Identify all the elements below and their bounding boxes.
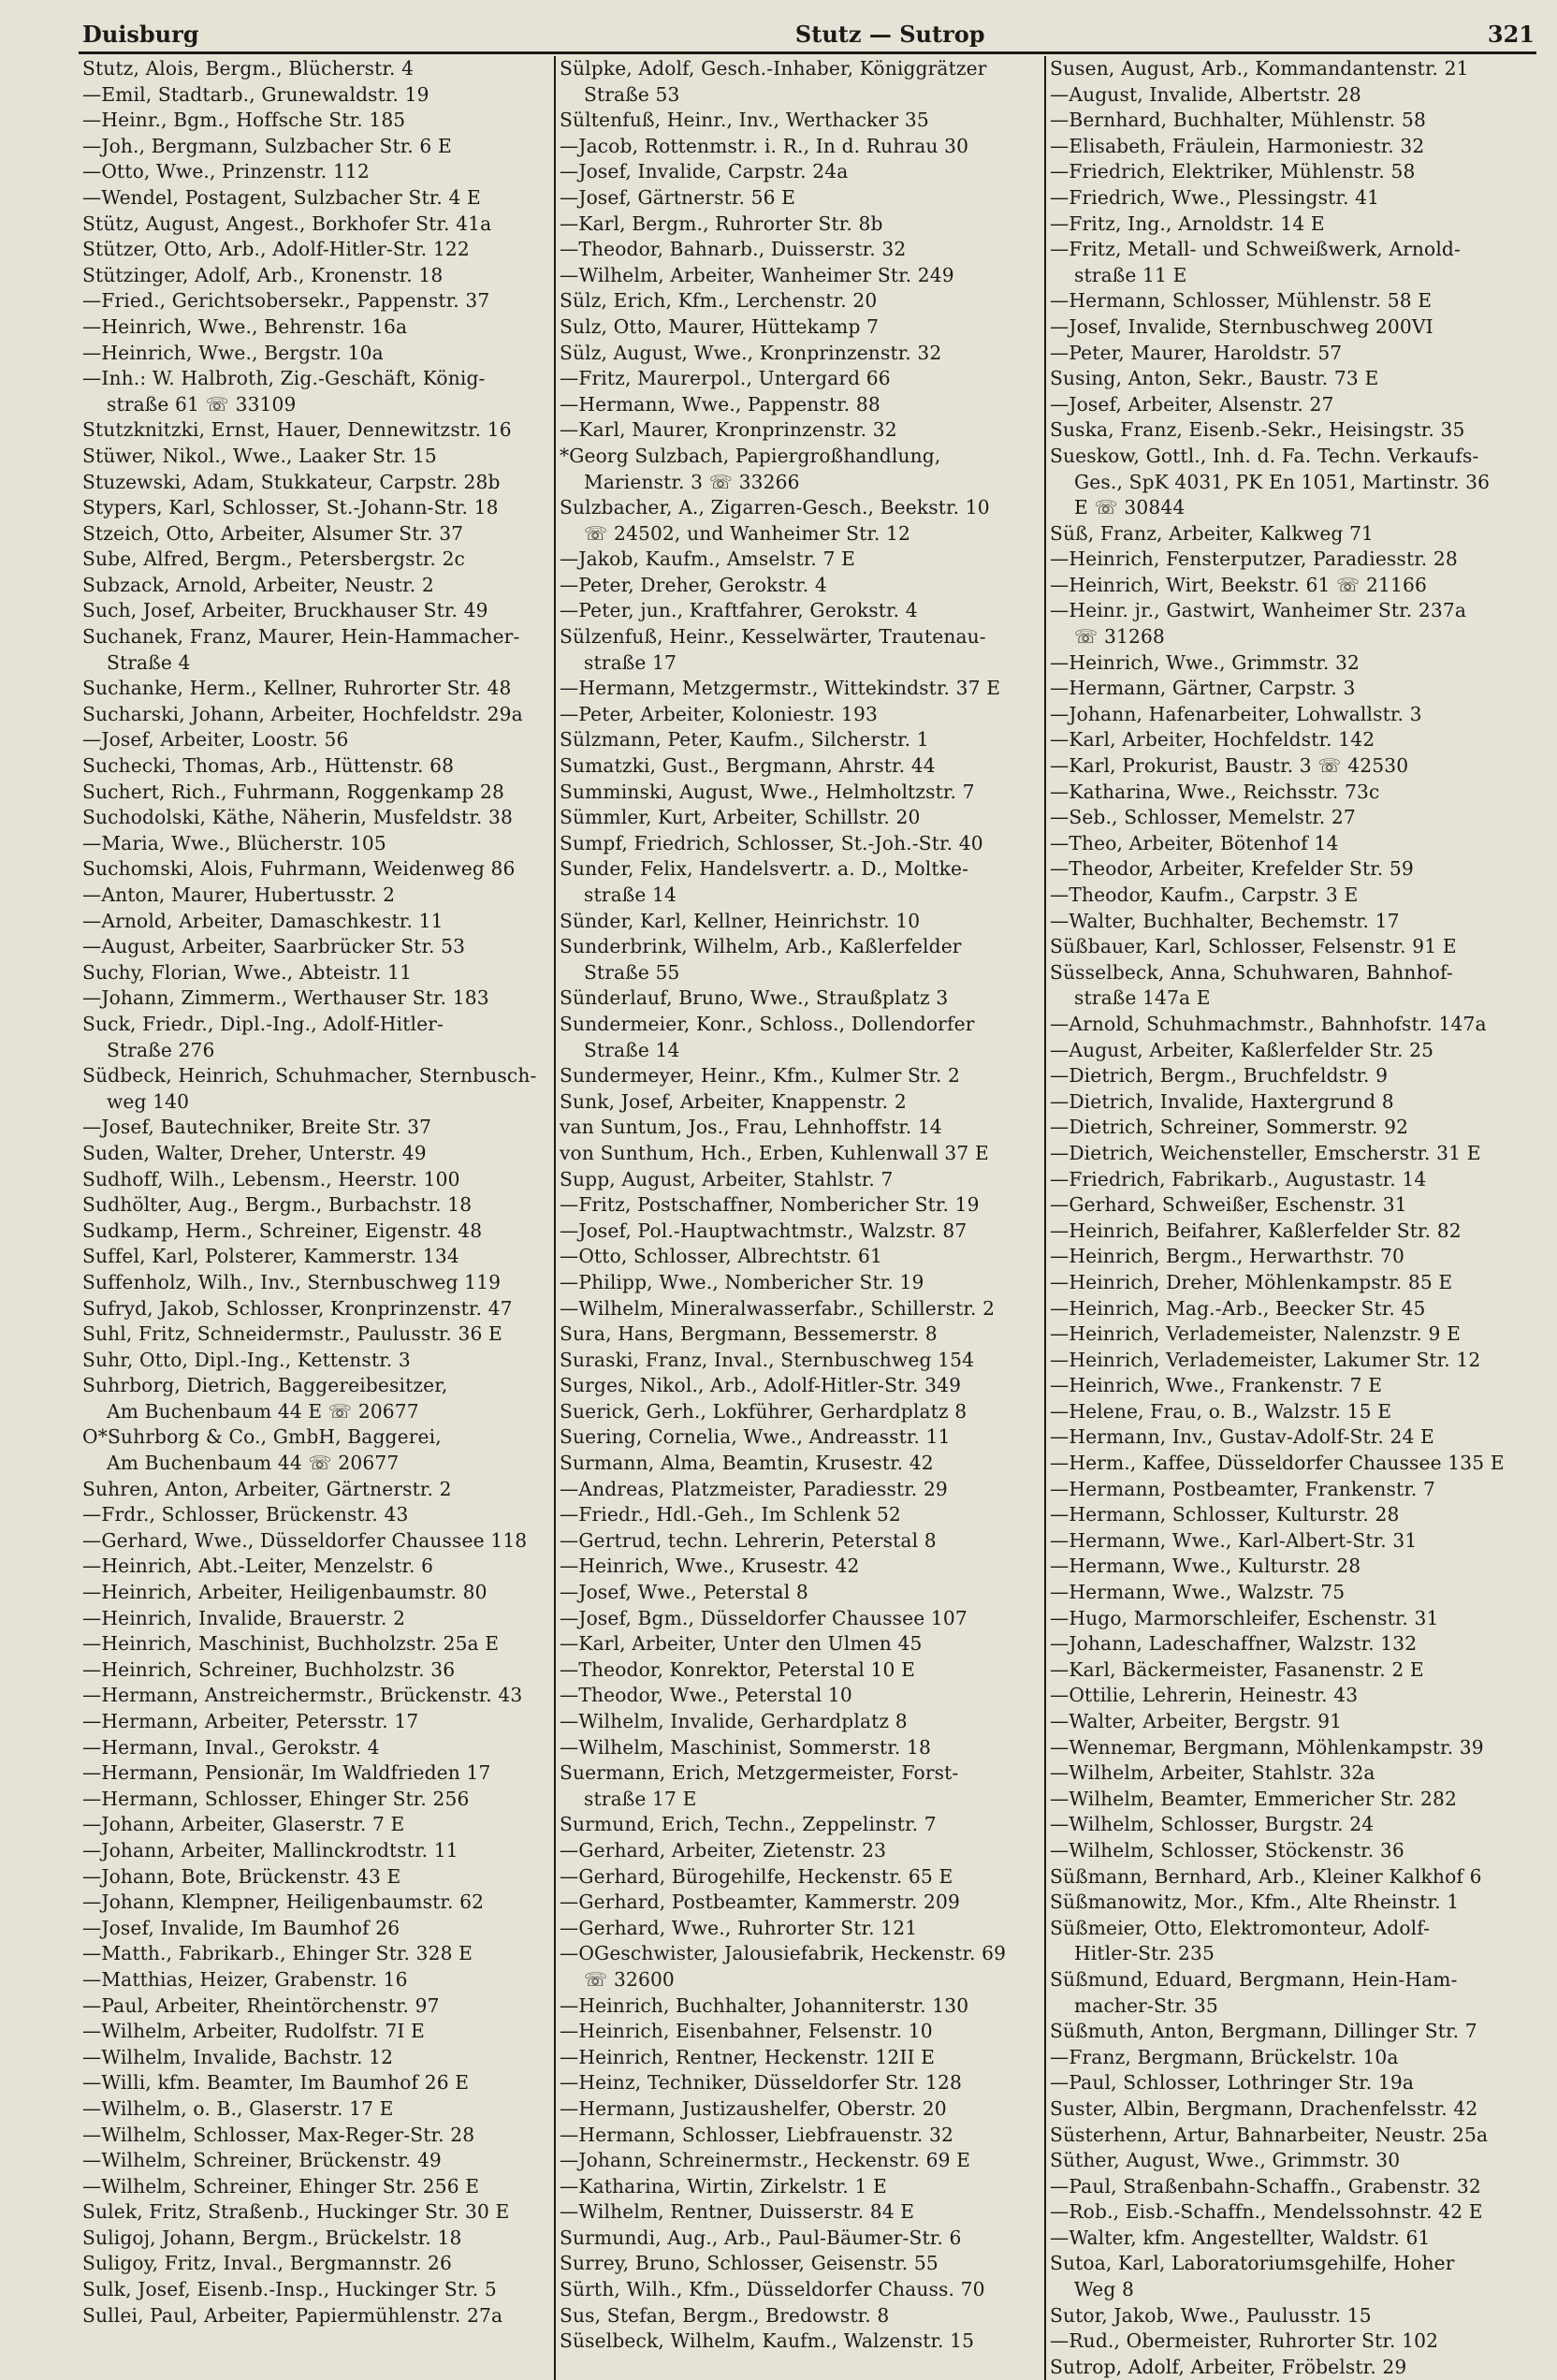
directory-entry: —Heinrich, Dreher, Möhlenkampstr. 85 E (1050, 1270, 1453, 1293)
directory-entry: Südbeck, Heinrich, Schuhmacher, Sternbusch- (82, 1064, 537, 1088)
directory-entry: —Josef, Invalide, Carpstr. 24a (560, 160, 849, 183)
directory-entry: Sube, Alfred, Bergm., Petersbergstr. 2c (82, 548, 466, 571)
directory-entry: —Heinrich, Rentner, Heckenstr. 12II E (560, 2045, 936, 2068)
directory-entry: —Johann, Hafenarbeiter, Lohwallstr. 3 (1050, 702, 1422, 725)
directory-entry: —Josef, Invalide, Sternbuschweg 200VI (1050, 314, 1433, 338)
directory-entry: Sumpf, Friedrich, Schlosser, St.-Joh.-Str. 40 (560, 831, 983, 854)
directory-entry: Süßbauer, Karl, Schlosser, Felsenstr. 91 E (1050, 935, 1457, 958)
directory-entry: —Rob., Eisb.-Schaffn., Mendelssohnstr. 42 E (1050, 2200, 1483, 2224)
directory-entry: —Walter, Arbeiter, Bergstr. 91 (1050, 1710, 1343, 1732)
directory-entry: —Jakob, Kaufm., Amselstr. 7 E (560, 548, 856, 571)
directory-entry: Sudhoff, Wilh., Lebensm., Heerstr. 100 (82, 1167, 460, 1190)
directory-entry-continuation: Straße 276 (107, 1038, 215, 1061)
directory-entry: —Hermann, Pensionär, Im Waldfrieden 17 (82, 1761, 491, 1785)
directory-entry: —Josef, Wwe., Peterstal 8 (560, 1581, 808, 1604)
directory-column-2 (554, 56, 1044, 2380)
directory-entry: —Wilhelm, Maschinist, Sommerstr. 18 (560, 1735, 932, 1759)
directory-entry: —Hermann, Anstreichermstr., Brückenstr. 43 (82, 1684, 523, 1707)
directory-entry: —August, Invalide, Albertstr. 28 (1050, 82, 1361, 106)
directory-entry: —Friedrich, Wwe., Plessingstr. 41 (1050, 185, 1380, 209)
directory-entry: Stüwer, Nikol., Wwe., Laaker Str. 15 (82, 444, 437, 467)
directory-entry: Sülz, Erich, Kfm., Lerchenstr. 20 (560, 289, 878, 313)
directory-entry: Suchy, Florian, Wwe., Abteistr. 11 (82, 960, 413, 984)
directory-entry: —Theo, Arbeiter, Bötenhof 14 (1050, 831, 1339, 854)
directory-entry: —Arnold, Schuhmachmstr., Bahnhofstr. 147a (1050, 1012, 1487, 1035)
directory-entry: Suhl, Fritz, Schneidermstr., Paulusstr. 36 E (82, 1322, 502, 1346)
directory-entry: —Hermann, Inv., Gustav-Adolf-Str. 24 E (1050, 1425, 1434, 1449)
directory-entry: Sürth, Wilh., Kfm., Düsseldorfer Chauss. 70 (560, 2278, 985, 2301)
directory-entry: —Gerhard, Bürogehilfe, Heckenstr. 65 E (560, 1864, 953, 1888)
directory-entry: Süselbeck, Wilhelm, Kaufm., Walzenstr. 15 (560, 2329, 975, 2353)
directory-entry: Sunk, Josef, Arbeiter, Knappenstr. 2 (560, 1089, 907, 1113)
directory-entry: Suering, Cornelia, Wwe., Andreasstr. 11 (560, 1425, 951, 1449)
directory-entry: —Joh., Bergmann, Sulzbacher Str. 6 E (82, 134, 452, 157)
directory-entry: —Dietrich, Schreiner, Sommerstr. 92 (1050, 1116, 1409, 1139)
directory-entry: Suck, Friedr., Dipl.-Ing., Adolf-Hitler- (82, 1012, 444, 1035)
directory-entry: Sutor, Jakob, Wwe., Paulusstr. 15 (1050, 2303, 1372, 2327)
directory-entry: —Peter, jun., Kraftfahrer, Gerokstr. 4 (560, 599, 918, 622)
directory-entry: Sülpke, Adolf, Gesch.-Inhaber, Königgrätzer (560, 57, 987, 80)
directory-entry: Subzack, Arnold, Arbeiter, Neustr. 2 (82, 573, 434, 596)
directory-entry: —Wilhelm, Arbeiter, Stahlstr. 32a (1050, 1761, 1375, 1785)
directory-entry: —Herm., Kaffee, Düsseldorfer Chaussee 135 E (1050, 1452, 1505, 1475)
directory-entry: —Wendel, Postagent, Sulzbacher Str. 4 E (82, 185, 481, 209)
directory-entry: —Philipp, Wwe., Nombericher Str. 19 (560, 1270, 924, 1293)
directory-entry-continuation: straße 14 (584, 883, 677, 906)
directory-entry: —Wilhelm, Arbeiter, Rudolfstr. 7I E (82, 2020, 425, 2043)
directory-entry: Sundermeier, Konr., Schloss., Dollendorfer (560, 1012, 975, 1035)
directory-entry: Suchanke, Herm., Kellner, Ruhrorter Str. 48 (82, 677, 512, 700)
directory-entry: —Heinrich, Wwe., Krusestr. 42 (560, 1555, 860, 1578)
directory-entry: Sueskow, Gottl., Inh. d. Fa. Techn. Verkaufs- (1050, 444, 1479, 467)
directory-entry-continuation: Am Buchenbaum 44 ☏ 20677 (107, 1452, 400, 1475)
directory-entry: —Frdr., Schlosser, Brückenstr. 43 (82, 1503, 409, 1526)
page-number: 321 (1487, 21, 1535, 48)
directory-entry-continuation: E ☏ 30844 (1074, 496, 1186, 519)
directory-entry: Sullei, Paul, Arbeiter, Papiermühlenstr. 27a (82, 2303, 503, 2327)
directory-entry: —Maria, Wwe., Blücherstr. 105 (82, 831, 386, 854)
directory-entry: —Heinrich, Fensterputzer, Paradiesstr. 28 (1050, 548, 1458, 571)
header-city: Duisburg (82, 21, 199, 48)
directory-entry: —Peter, Dreher, Gerokstr. 4 (560, 573, 827, 596)
directory-entry: —Heinrich, Wwe., Frankenstr. 7 E (1050, 1374, 1383, 1397)
directory-entry: —Heinrich, Arbeiter, Heiligenbaumstr. 80 (82, 1581, 487, 1604)
directory-entry: —Otto, Wwe., Prinzenstr. 112 (82, 160, 370, 183)
directory-entry: —August, Arbeiter, Kaßlerfelder Str. 25 (1050, 1038, 1434, 1061)
directory-entry: —Heinrich, Mag.-Arb., Beecker Str. 45 (1050, 1296, 1426, 1320)
directory-entry: Sünderlauf, Bruno, Wwe., Straußplatz 3 (560, 986, 949, 1010)
directory-entry: —Theodor, Wwe., Peterstal 10 (560, 1684, 852, 1707)
directory-entry: —Heinrich, Beifahrer, Kaßlerfelder Str. 82 (1050, 1219, 1462, 1242)
directory-entry: Suchanek, Franz, Maurer, Hein-Hammacher- (82, 625, 520, 649)
directory-entry-continuation: Hitler-Str. 235 (1074, 1942, 1215, 1965)
directory-entry: —Hermann, Schlosser, Ehinger Str. 256 (82, 1787, 470, 1810)
directory-entry: —Jacob, Rottenmstr. i. R., In d. Ruhrau 30 (560, 134, 969, 157)
directory-entry: —Fritz, Metall- und Schweißwerk, Arnold- (1050, 238, 1461, 261)
directory-entry: Suligoy, Fritz, Inval., Bergmannstr. 26 (82, 2252, 453, 2275)
directory-entry: —Heinrich, Invalide, Brauerstr. 2 (82, 1606, 406, 1629)
directory-entry: Surges, Nikol., Arb., Adolf-Hitler-Str. 349 (560, 1374, 962, 1397)
directory-entry: —Hugo, Marmorschleifer, Eschenstr. 31 (1050, 1606, 1439, 1629)
directory-entry: —Johann, Schreinermstr., Heckenstr. 69 E (560, 2149, 971, 2172)
directory-entry: —Emil, Stadtarb., Grunewaldstr. 19 (82, 82, 429, 106)
directory-entry: Surmann, Alma, Beamtin, Krusestr. 42 (560, 1452, 934, 1475)
directory-entry: Suraski, Franz, Inval., Sternbuschweg 154 (560, 1348, 975, 1371)
directory-entry: Süsterhenn, Artur, Bahnarbeiter, Neustr. 25a (1050, 2123, 1489, 2146)
directory-entry: —Josef, Invalide, Im Baumhof 26 (82, 1916, 400, 1939)
directory-entry: —Johann, Bote, Brückenstr. 43 E (82, 1864, 401, 1888)
directory-entry: —Fritz, Postschaffner, Nombericher Str. 19 (560, 1193, 980, 1217)
directory-entry: Susen, August, Arb., Kommandantenstr. 21 (1050, 57, 1469, 80)
directory-entry: —Johann, Arbeiter, Glaserstr. 7 E (82, 1813, 405, 1836)
directory-entry: Sunderbrink, Wilhelm, Arb., Kaßlerfelder (560, 935, 962, 958)
directory-entry: —Andreas, Platzmeister, Paradiesstr. 29 (560, 1477, 948, 1500)
directory-entry-continuation: straße 61 ☏ 33109 (107, 392, 297, 416)
directory-entry: —Heinrich, Wirt, Beekstr. 61 ☏ 21166 (1050, 573, 1427, 596)
directory-entry: Sünder, Karl, Kellner, Heinrichstr. 10 (560, 909, 921, 932)
directory-entry: —Wilhelm, Invalide, Gerhardplatz 8 (560, 1710, 908, 1732)
directory-entry: —Johann, Arbeiter, Mallinckrodtstr. 11 (82, 1838, 458, 1862)
directory-entry: van Suntum, Jos., Frau, Lehnhoffstr. 14 (560, 1116, 942, 1139)
directory-entry: —Rud., Obermeister, Ruhrorter Str. 102 (1050, 2329, 1439, 2353)
directory-entry: —Friedrich, Fabrikarb., Augustastr. 14 (1050, 1167, 1427, 1190)
directory-entry: —Heinrich, Wwe., Grimmstr. 32 (1050, 650, 1360, 674)
directory-entry: —Matthias, Heizer, Grabenstr. 16 (82, 1967, 408, 1991)
directory-entry: —Johann, Ladeschaffner, Walzstr. 132 (1050, 1632, 1418, 1656)
directory-entry: —Dietrich, Bergm., Bruchfeldstr. 9 (1050, 1064, 1389, 1088)
directory-entry: —Ottilie, Lehrerin, Heinestr. 43 (1050, 1684, 1359, 1707)
directory-entry: —Fritz, Ing., Arnoldstr. 14 E (1050, 212, 1325, 235)
directory-entry: —Josef, Bgm., Düsseldorfer Chaussee 107 (560, 1606, 968, 1629)
directory-entry: Suden, Walter, Dreher, Unterstr. 49 (82, 1141, 427, 1164)
directory-entry: Surrey, Bruno, Schlosser, Geisenstr. 55 (560, 2252, 939, 2275)
directory-entry-continuation: straße 11 E (1074, 263, 1187, 286)
directory-entry: Sümmler, Kurt, Arbeiter, Schillstr. 20 (560, 806, 921, 829)
directory-entry-continuation: straße 17 (584, 650, 677, 674)
directory-entry: Suchecki, Thomas, Arb., Hüttenstr. 68 (82, 754, 455, 778)
directory-entry: —Paul, Straßenbahn-Schaffn., Grabenstr. 32 (1050, 2174, 1481, 2197)
header-name-range: Stutz — Sutrop (794, 21, 985, 48)
directory-entry: —Inh.: W. Halbroth, Zig.-Geschäft, König- (82, 367, 486, 390)
directory-entry: Sundermeyer, Heinr., Kfm., Kulmer Str. 2 (560, 1064, 961, 1088)
directory-entry: —Bernhard, Buchhalter, Mühlenstr. 58 (1050, 109, 1426, 132)
directory-entry: —Karl, Prokurist, Baustr. 3 ☏ 42530 (1050, 754, 1409, 778)
directory-entry: Süßmeier, Otto, Elektromonteur, Adolf- (1050, 1916, 1431, 1939)
directory-entry-continuation: ☏ 31268 (1074, 625, 1165, 649)
directory-entry-continuation: Straße 14 (584, 1038, 680, 1061)
directory-entry: —Wilhelm, Schreiner, Brückenstr. 49 (82, 2149, 442, 2172)
directory-entry: —Karl, Maurer, Kronprinzenstr. 32 (560, 418, 897, 442)
directory-entry: —Hermann, Schlosser, Mühlenstr. 58 E (1050, 289, 1433, 313)
directory-entry-continuation: ☏ 32600 (584, 1967, 675, 1991)
directory-entry: —Wilhelm, o. B., Glaserstr. 17 E (82, 2096, 394, 2120)
directory-entry: Süßmuth, Anton, Bergmann, Dillinger Str. 7 (1050, 2020, 1477, 2043)
directory-entry: Süsselbeck, Anna, Schuhwaren, Bahnhof- (1050, 960, 1453, 984)
directory-entry: —Heinrich, Verlademeister, Lakumer Str. 12 (1050, 1348, 1481, 1371)
directory-entry: —Heinrich, Wwe., Bergstr. 10a (82, 341, 384, 364)
directory-columns (79, 56, 1536, 2380)
directory-entry: —Heinrich, Verlademeister, Nalenzstr. 9 E (1050, 1322, 1461, 1346)
directory-entry: Sulz, Otto, Maurer, Hüttekamp 7 (560, 314, 880, 338)
directory-entry: —Hermann, Justizaushelfer, Oberstr. 20 (560, 2096, 947, 2120)
directory-entry: —Johann, Zimmerm., Werthauser Str. 183 (82, 986, 489, 1010)
directory-entry: —Peter, Maurer, Haroldstr. 57 (1050, 341, 1343, 364)
directory-entry: —Gerhard, Schweißer, Eschenstr. 31 (1050, 1193, 1407, 1217)
directory-entry: —Josef, Bautechniker, Breite Str. 37 (82, 1116, 432, 1139)
directory-entry: —Josef, Gärtnerstr. 56 E (560, 185, 796, 209)
directory-entry: —Heinz, Techniker, Düsseldorfer Str. 128 (560, 2071, 962, 2095)
directory-entry: —Hermann, Schlosser, Liebfrauenstr. 32 (560, 2123, 954, 2146)
directory-entry-continuation: Straße 55 (584, 960, 680, 984)
directory-entry: —Heinrich, Abt.-Leiter, Menzelstr. 6 (82, 1555, 434, 1578)
directory-entry: Sülzenfuß, Heinr., Kesselwärter, Trautenau- (560, 625, 986, 649)
directory-entry: Suhr, Otto, Dipl.-Ing., Kettenstr. 3 (82, 1348, 411, 1371)
directory-entry-continuation: Ges., SpK 4031, PK En 1051, Martinstr. 36 (1074, 470, 1491, 493)
directory-entry: —Karl, Arbeiter, Hochfeldstr. 142 (1050, 728, 1375, 752)
directory-entry: —August, Arbeiter, Saarbrücker Str. 53 (82, 935, 466, 958)
directory-entry: Stutz, Alois, Bergm., Blücherstr. 4 (82, 57, 415, 80)
directory-entry: —Theodor, Konrektor, Peterstal 10 E (560, 1657, 915, 1681)
directory-entry: Surmund, Erich, Techn., Zeppelinstr. 7 (560, 1813, 937, 1836)
directory-entry: Sudkamp, Herm., Schreiner, Eigenstr. 48 (82, 1219, 483, 1242)
directory-entry: Sus, Stefan, Bergm., Bredowstr. 8 (560, 2303, 890, 2327)
directory-entry: Sülz, August, Wwe., Kronprinzenstr. 32 (560, 341, 942, 364)
directory-entry: Suerick, Gerh., Lokführer, Gerhardplatz 8 (560, 1399, 968, 1423)
directory-entry-continuation: Am Buchenbaum 44 E ☏ 20677 (107, 1399, 419, 1423)
directory-entry: —Fried., Gerichtsobersekr., Pappenstr. 37 (82, 289, 490, 313)
directory-entry: Suchert, Rich., Fuhrmann, Roggenkamp 28 (82, 780, 505, 803)
directory-entry: Surmundi, Aug., Arb., Paul-Bäumer-Str. 6 (560, 2226, 962, 2249)
directory-entry: —Willi, kfm. Beamter, Im Baumhof 26 E (82, 2071, 470, 2095)
directory-entry: —Heinrich, Bergm., Herwarthstr. 70 (1050, 1245, 1405, 1268)
directory-entry: —Wilhelm, Schlosser, Max-Reger-Str. 28 (82, 2123, 475, 2146)
directory-entry: —Friedr., Hdl.-Geh., Im Schlenk 52 (560, 1503, 901, 1526)
directory-entry-continuation: macher-Str. 35 (1074, 1993, 1218, 2017)
directory-entry-continuation: straße 147a E (1074, 986, 1211, 1010)
directory-entry: —Gerhard, Arbeiter, Zietenstr. 23 (560, 1838, 887, 1862)
directory-entry: —Wilhelm, Rentner, Duisserstr. 84 E (560, 2200, 915, 2224)
directory-entry: Süßmann, Bernhard, Arb., Kleiner Kalkhof 6 (1050, 1864, 1482, 1888)
directory-entry: O*Suhrborg & Co., GmbH, Baggerei, (82, 1425, 442, 1449)
directory-entry: —Theodor, Arbeiter, Krefelder Str. 59 (1050, 857, 1414, 881)
directory-entry: Suffel, Karl, Polsterer, Kammerstr. 134 (82, 1245, 459, 1268)
directory-entry: —Hermann, Postbeamter, Frankenstr. 7 (1050, 1477, 1436, 1500)
directory-entry: Summinski, August, Wwe., Helmholtzstr. 7 (560, 780, 975, 803)
directory-entry-continuation: straße 17 E (584, 1787, 697, 1810)
directory-entry: —Gerhard, Wwe., Düsseldorfer Chaussee 118 (82, 1528, 528, 1552)
directory-entry: —Heinrich, Wwe., Behrenstr. 16a (82, 314, 408, 338)
directory-entry: Suska, Franz, Eisenb.-Sekr., Heisingstr. 35 (1050, 418, 1465, 442)
directory-entry: Süther, August, Wwe., Grimmstr. 30 (1050, 2149, 1401, 2172)
directory-entry: —Karl, Bäckermeister, Fasanenstr. 2 E (1050, 1657, 1424, 1681)
directory-entry: —Seb., Schlosser, Memelstr. 27 (1050, 806, 1356, 829)
directory-entry: Such, Josef, Arbeiter, Bruckhauser Str. 49 (82, 599, 488, 622)
directory-entry: Sulzbacher, A., Zigarren-Gesch., Beekstr. 10 (560, 496, 990, 519)
directory-entry: —Hermann, Wwe., Pappenstr. 88 (560, 392, 880, 416)
directory-entry: Sutrop, Adolf, Arbeiter, Fröbelstr. 29 (1050, 2355, 1407, 2378)
directory-entry: —Wilhelm, Schlosser, Stöckenstr. 36 (1050, 1838, 1404, 1862)
directory-entry: Sucharski, Johann, Arbeiter, Hochfeldstr. 29a (82, 702, 523, 725)
directory-entry: Sutoa, Karl, Laboratoriumsgehilfe, Hoher (1050, 2252, 1455, 2275)
directory-entry: —Elisabeth, Fräulein, Harmoniestr. 32 (1050, 134, 1425, 157)
directory-entry: —Wilhelm, Arbeiter, Wanheimer Str. 249 (560, 263, 954, 286)
directory-entry: Suligoj, Johann, Bergm., Brückelstr. 18 (82, 2226, 462, 2249)
directory-entry: —Josef, Pol.-Hauptwachtmstr., Walzstr. 87 (560, 1219, 968, 1242)
directory-entry: —Friedrich, Elektriker, Mühlenstr. 58 (1050, 160, 1416, 183)
directory-entry: Sumatzki, Gust., Bergmann, Ahrstr. 44 (560, 754, 936, 778)
directory-entry: *Georg Sulzbach, Papiergroßhandlung, (560, 444, 941, 467)
directory-entry: —Katharina, Wwe., Reichsstr. 73c (1050, 780, 1380, 803)
directory-entry: Suchomski, Alois, Fuhrmann, Weidenweg 86 (82, 857, 516, 881)
directory-entry: Sudhölter, Aug., Bergm., Burbachstr. 18 (82, 1193, 473, 1217)
directory-entry: —OGeschwister, Jalousiefabrik, Heckenstr. 69 (560, 1942, 1007, 1965)
directory-entry-continuation: Straße 53 (584, 82, 680, 106)
directory-entry: —Johann, Klempner, Heiligenbaumstr. 62 (82, 1891, 485, 1914)
directory-entry: —Wilhelm, Mineralwasserfabr., Schillerstr. 2 (560, 1296, 996, 1320)
directory-entry: Sufryd, Jakob, Schlosser, Kronprinzenstr. 47 (82, 1296, 513, 1320)
directory-entry: —Franz, Bergmann, Brückelstr. 10a (1050, 2045, 1399, 2068)
directory-entry: Suhren, Anton, Arbeiter, Gärtnerstr. 2 (82, 1477, 452, 1500)
directory-entry: —Karl, Bergm., Ruhrorter Str. 8b (560, 212, 883, 235)
directory-entry: —Heinrich, Eisenbahner, Felsenstr. 10 (560, 2020, 933, 2043)
directory-entry: Süß, Franz, Arbeiter, Kalkweg 71 (1050, 521, 1375, 545)
directory-entry-continuation: Marienstr. 3 ☏ 33266 (584, 470, 800, 493)
directory-entry: Suffenholz, Wilh., Inv., Sternbuschweg 119 (82, 1270, 502, 1293)
directory-entry: Suster, Albin, Bergmann, Drachenfelsstr. 42 (1050, 2096, 1478, 2120)
directory-entry: —Anton, Maurer, Hubertusstr. 2 (82, 883, 396, 906)
directory-entry-continuation: Weg 8 (1074, 2278, 1134, 2301)
directory-entry: Stzeich, Otto, Arbeiter, Alsumer Str. 37 (82, 521, 464, 545)
directory-entry: —Hermann, Metzgermstr., Wittekindstr. 37 E (560, 677, 1001, 700)
page-header (79, 21, 1536, 54)
directory-entry: —Dietrich, Invalide, Haxtergrund 8 (1050, 1089, 1394, 1113)
directory-entry: Süßmund, Eduard, Bergmann, Hein-Ham- (1050, 1967, 1458, 1991)
directory-entry: —Katharina, Wirtin, Zirkelstr. 1 E (560, 2174, 887, 2197)
directory-entry: —Gerhard, Wwe., Ruhrorter Str. 121 (560, 1916, 918, 1939)
directory-entry: —Heinr., Bgm., Hoffsche Str. 185 (82, 109, 406, 132)
directory-entry: —Peter, Arbeiter, Koloniestr. 193 (560, 702, 878, 725)
directory-entry: —Hermann, Wwe., Kulturstr. 28 (1050, 1555, 1361, 1578)
directory-entry: —Walter, kfm. Angestellter, Waldstr. 61 (1050, 2226, 1431, 2249)
directory-entry: —Arnold, Arbeiter, Damaschkestr. 11 (82, 909, 444, 932)
directory-entry-continuation: ☏ 24502, und Wanheimer Str. 12 (584, 521, 911, 545)
directory-entry: Sültenfuß, Heinr., Inv., Werthacker 35 (560, 109, 929, 132)
directory-entry: —Otto, Schlosser, Albrechtstr. 61 (560, 1245, 882, 1268)
directory-column-1 (79, 56, 554, 2380)
directory-entry: —Heinrich, Schreiner, Buchholzstr. 36 (82, 1657, 456, 1681)
directory-entry: —Gerhard, Postbeamter, Kammerstr. 209 (560, 1891, 960, 1914)
directory-entry: —Theodor, Bahnarb., Duisserstr. 32 (560, 238, 907, 261)
directory-entry: —Matth., Fabrikarb., Ehinger Str. 328 E (82, 1942, 473, 1965)
directory-entry: Stützer, Otto, Arb., Adolf-Hitler-Str. 122 (82, 238, 470, 261)
directory-entry: Stypers, Karl, Schlosser, St.-Johann-Str. 18 (82, 496, 499, 519)
directory-entry: Stützinger, Adolf, Arb., Kronenstr. 18 (82, 263, 444, 286)
directory-entry: Sura, Hans, Bergmann, Bessemerstr. 8 (560, 1322, 938, 1346)
directory-entry: Stuzewski, Adam, Stukkateur, Carpstr. 28b (82, 470, 501, 493)
directory-entry: Supp, August, Arbeiter, Stahlstr. 7 (560, 1167, 894, 1190)
directory-entry: —Karl, Arbeiter, Unter den Ulmen 45 (560, 1632, 923, 1656)
directory-entry: —Paul, Arbeiter, Rheintörchenstr. 97 (82, 1993, 440, 2017)
directory-entry: Süßmanowitz, Mor., Kfm., Alte Rheinstr. 1 (1050, 1891, 1460, 1914)
directory-entry: —Heinrich, Maschinist, Buchholzstr. 25a E (82, 1632, 500, 1656)
directory-entry: Suchodolski, Käthe, Näherin, Musfeldstr. 38 (82, 806, 514, 829)
directory-entry: —Hermann, Wwe., Karl-Albert-Str. 31 (1050, 1528, 1418, 1552)
directory-entry: —Wilhelm, Schlosser, Burgstr. 24 (1050, 1813, 1375, 1836)
directory-entry: —Josef, Arbeiter, Loostr. 56 (82, 728, 349, 752)
directory-entry: Sunder, Felix, Handelsvertr. a. D., Moltke- (560, 857, 969, 881)
directory-entry: —Hermann, Wwe., Walzstr. 75 (1050, 1581, 1346, 1604)
directory-entry: —Walter, Buchhalter, Bechemstr. 17 (1050, 909, 1400, 932)
directory-entry-continuation: Straße 4 (107, 650, 191, 674)
directory-entry: —Dietrich, Weichensteller, Emscherstr. 31 E (1050, 1141, 1481, 1164)
directory-entry: Sulek, Fritz, Straßenb., Huckinger Str. 30 E (82, 2200, 510, 2224)
directory-entry: —Hermann, Schlosser, Kulturstr. 28 (1050, 1503, 1400, 1526)
directory-entry: —Hermann, Inval., Gerokstr. 4 (82, 1735, 380, 1759)
directory-entry: —Wilhelm, Beamter, Emmericher Str. 282 (1050, 1787, 1457, 1810)
directory-column-3 (1044, 56, 1536, 2380)
directory-entry: —Theodor, Kaufm., Carpstr. 3 E (1050, 883, 1359, 906)
directory-entry: —Heinr. jr., Gastwirt, Wanheimer Str. 237a (1050, 599, 1467, 622)
directory-entry: —Wilhelm, Schreiner, Ehinger Str. 256 E (82, 2174, 480, 2197)
directory-entry: Stütz, August, Angest., Borkhofer Str. 41a (82, 212, 492, 235)
directory-entry: —Hermann, Gärtner, Carpstr. 3 (1050, 677, 1356, 700)
directory-entry: —Heinrich, Buchhalter, Johanniterstr. 130 (560, 1993, 969, 2017)
directory-entry: Suermann, Erich, Metzgermeister, Forst- (560, 1761, 959, 1785)
directory-entry: —Helene, Frau, o. B., Walzstr. 15 E (1050, 1399, 1392, 1423)
directory-entry: —Wennemar, Bergmann, Möhlenkampstr. 39 (1050, 1735, 1484, 1759)
directory-entry: —Wilhelm, Invalide, Bachstr. 12 (82, 2045, 394, 2068)
directory-entry: von Sunthum, Hch., Erben, Kuhlenwall 37 E (560, 1141, 989, 1164)
directory-entry: —Gertrud, techn. Lehrerin, Peterstal 8 (560, 1528, 937, 1552)
directory-entry: Susing, Anton, Sekr., Baustr. 73 E (1050, 367, 1379, 390)
directory-entry: Sulk, Josef, Eisenb.-Insp., Huckinger Str. 5 (82, 2278, 497, 2301)
directory-entry: —Paul, Schlosser, Lothringer Str. 19a (1050, 2071, 1415, 2095)
directory-entry: Sülzmann, Peter, Kaufm., Silcherstr. 1 (560, 728, 929, 752)
directory-entry: Stutzknitzki, Ernst, Hauer, Dennewitzstr. 16 (82, 418, 512, 442)
directory-entry: —Josef, Arbeiter, Alsenstr. 27 (1050, 392, 1334, 416)
directory-entry-continuation: weg 140 (107, 1089, 190, 1113)
directory-entry: —Hermann, Arbeiter, Petersstr. 17 (82, 1710, 419, 1732)
directory-entry: —Fritz, Maurerpol., Untergard 66 (560, 367, 891, 390)
directory-entry: Suhrborg, Dietrich, Baggereibesitzer, (82, 1374, 448, 1397)
